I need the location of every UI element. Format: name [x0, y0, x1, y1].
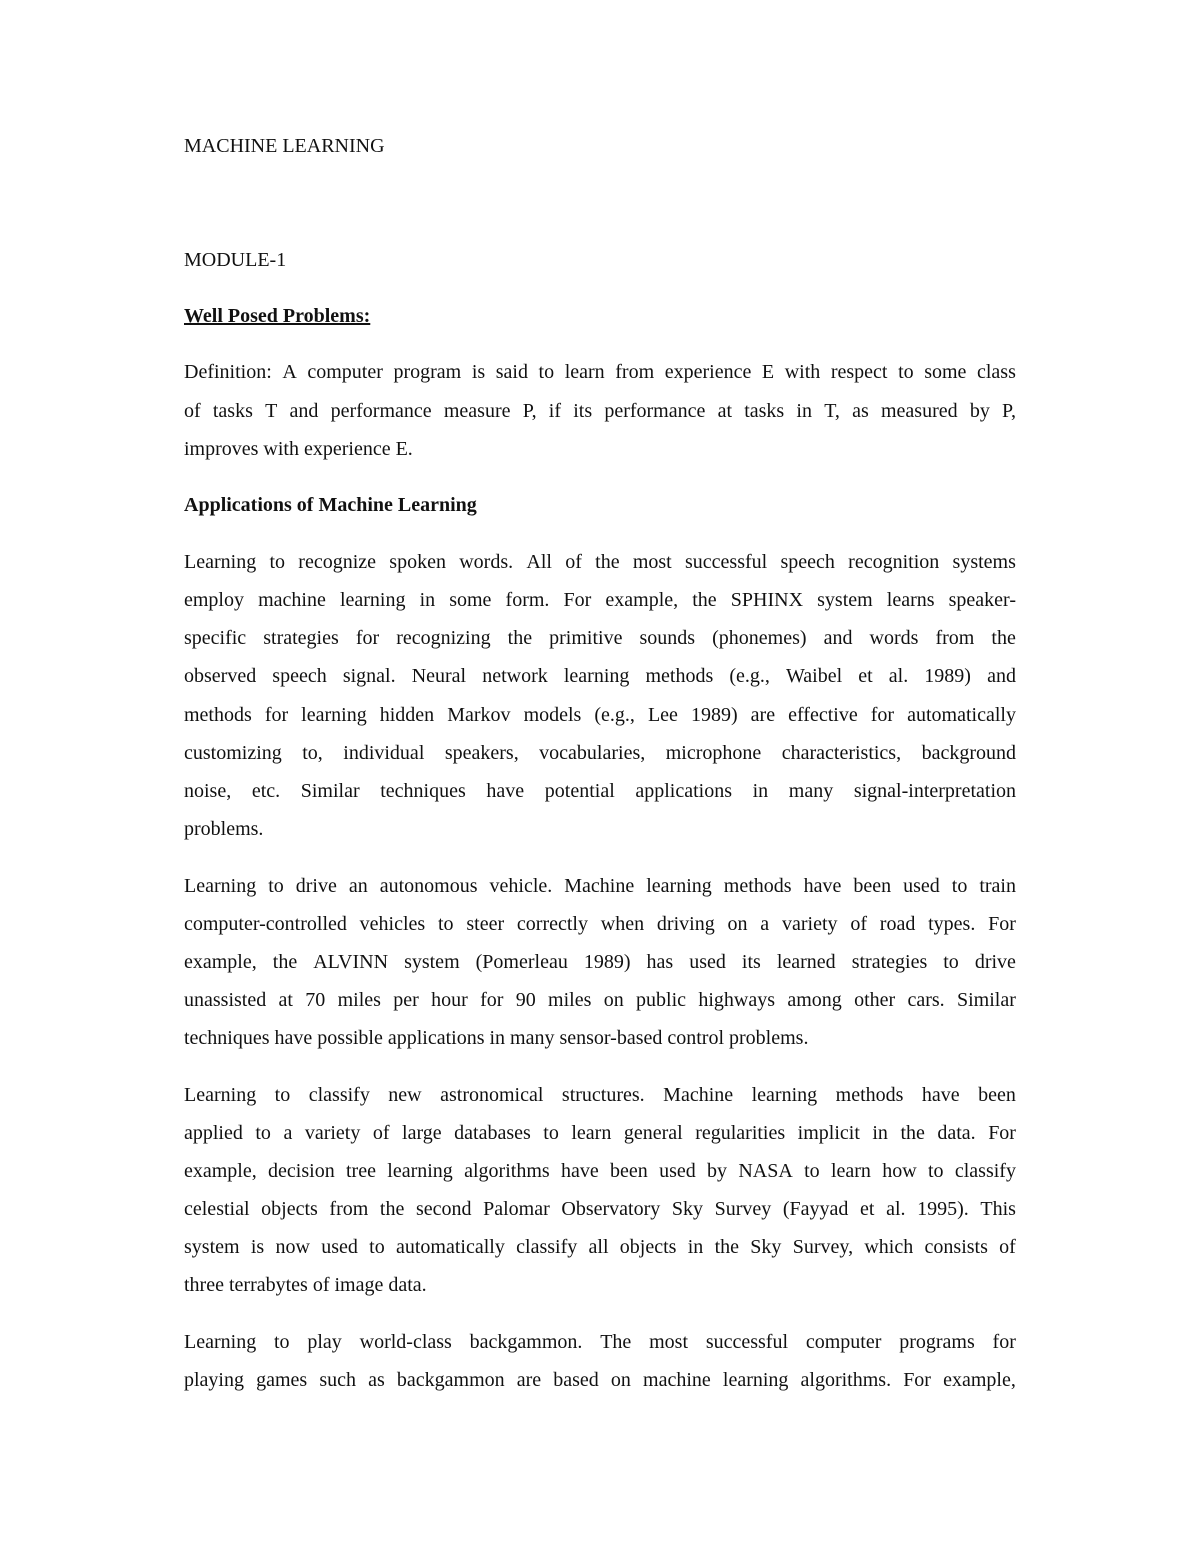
word: per [393, 989, 419, 1011]
word: (e.g., [594, 704, 635, 726]
word: have [486, 780, 525, 802]
word: P, [522, 400, 537, 422]
word: learning [387, 1160, 453, 1182]
word: and [289, 400, 319, 422]
word: (e.g., [729, 665, 770, 687]
word: system [184, 1236, 240, 1258]
word: learn [571, 1122, 612, 1144]
word: of [850, 913, 867, 935]
word: (phonemes) [712, 627, 807, 649]
paragraph-line: three terrabytes of image data. [184, 1274, 427, 1296]
paragraph-line [184, 360, 1016, 384]
word: of [372, 1122, 390, 1144]
word: systems [952, 551, 1016, 573]
word: learning [751, 1084, 818, 1106]
word: of [999, 1236, 1016, 1258]
word: Sky [671, 1198, 703, 1220]
paragraph-line [184, 1159, 1016, 1183]
word: hidden [379, 704, 435, 726]
word: to [269, 551, 286, 573]
word: been [853, 875, 892, 897]
word: example, [943, 1369, 1016, 1391]
word: a [283, 1122, 293, 1144]
word: words [869, 627, 919, 649]
word: when [600, 913, 645, 935]
word: implicit [797, 1122, 860, 1144]
word: which [864, 1236, 914, 1258]
word: now [275, 1236, 310, 1258]
word: world-class [359, 1331, 452, 1353]
word: miles [548, 989, 592, 1011]
word: the [692, 589, 717, 611]
paragraph-line [184, 741, 1016, 765]
word: successful [705, 1331, 789, 1353]
word: Survey, [792, 1236, 854, 1258]
word: Markov [447, 704, 511, 726]
word: recognizing [396, 627, 491, 649]
word: NASA [738, 1160, 793, 1182]
word: measured [881, 400, 958, 422]
word: applications [635, 780, 732, 802]
word: drive [295, 875, 337, 897]
word: 90 [515, 989, 536, 1011]
word: methods [723, 875, 792, 897]
word: P, [1002, 400, 1016, 422]
word: measure [443, 400, 511, 422]
word: performance [604, 400, 706, 422]
paragraph-line [184, 399, 1016, 423]
word: Learning [184, 1084, 257, 1106]
word: vehicle. [489, 875, 553, 897]
word: astronomical [440, 1084, 544, 1106]
word: Learning [184, 551, 257, 573]
word: for [870, 704, 895, 726]
word: the [900, 1122, 925, 1144]
word: specific [184, 627, 247, 649]
word: computer [307, 361, 383, 383]
word: by [707, 1160, 728, 1182]
word: data. [937, 1122, 976, 1144]
word: class [977, 361, 1016, 383]
word: Survey [714, 1198, 772, 1220]
word: algorithms [464, 1160, 550, 1182]
word: types. [928, 913, 976, 935]
word: Lee [647, 704, 678, 726]
word: strategies [851, 951, 928, 973]
word: said [495, 361, 528, 383]
word: are [750, 704, 776, 726]
word: system [817, 589, 873, 611]
word: train [979, 875, 1016, 897]
word: computer-controlled [184, 913, 347, 935]
word: highways [698, 989, 775, 1011]
word: example, [184, 951, 257, 973]
word: public [636, 989, 687, 1011]
document-title: MACHINE LEARNING [184, 135, 385, 157]
word: al. [886, 1198, 906, 1220]
word: the [991, 627, 1016, 649]
word: For [988, 913, 1016, 935]
word: is [250, 1236, 265, 1258]
word: some [924, 361, 967, 383]
word: to [927, 1160, 944, 1182]
word: sounds [639, 627, 696, 649]
word: Palomar [483, 1198, 550, 1220]
word: cars. [907, 989, 945, 1011]
word: have [921, 1084, 960, 1106]
word: strategies [263, 627, 339, 649]
word: databases [454, 1122, 531, 1144]
word: primitive [549, 627, 623, 649]
word: speaker- [948, 589, 1016, 611]
word: signal-interpretation [853, 780, 1016, 802]
word: to [274, 1331, 290, 1353]
word: (Fayyad [782, 1198, 849, 1220]
word: speech [272, 665, 327, 687]
word: characteristics, [781, 742, 902, 764]
word: automatically [396, 1236, 505, 1258]
word: for [264, 704, 289, 726]
word: for [480, 989, 504, 1011]
word: hour [431, 989, 468, 1011]
word: have [803, 875, 842, 897]
word: backgammon [396, 1369, 505, 1391]
word: general [623, 1122, 683, 1144]
paragraph-line [184, 1083, 1016, 1107]
word: as [852, 400, 869, 422]
word: celestial [184, 1198, 250, 1220]
word: the [272, 951, 298, 973]
word: been [610, 1160, 648, 1182]
word: to [268, 875, 284, 897]
word: speakers, [444, 742, 519, 764]
word: the [507, 627, 533, 649]
word: been [978, 1084, 1016, 1106]
word: speech [780, 551, 835, 573]
word: 1989) [583, 951, 631, 973]
word: at [278, 989, 293, 1011]
word: tasks [212, 400, 253, 422]
word: for [355, 627, 380, 649]
word: on [603, 989, 624, 1011]
word: in [752, 780, 769, 802]
word: classify [954, 1160, 1016, 1182]
word: Definition: [184, 361, 272, 383]
word: miles [337, 989, 381, 1011]
word: learn [564, 361, 605, 383]
word: have [560, 1160, 599, 1182]
word: and [987, 665, 1016, 687]
word: on [727, 913, 748, 935]
word: automatically [907, 704, 1016, 726]
word: 1989) [924, 665, 971, 687]
word: learning [646, 875, 712, 897]
word: E [761, 361, 775, 383]
word: consists [924, 1236, 988, 1258]
paragraph-line: problems. [184, 818, 264, 840]
word: program [393, 361, 462, 383]
word: has [646, 951, 674, 973]
paragraph-line [184, 874, 1016, 898]
applications-heading: Applications of Machine Learning [184, 494, 477, 516]
word: as [368, 1369, 385, 1391]
word: some [449, 589, 492, 611]
word: learn [830, 1160, 871, 1182]
word: form. [505, 589, 550, 611]
word: to [943, 951, 959, 973]
word: of [565, 551, 582, 573]
paragraph-line [184, 912, 1016, 936]
word: driving [656, 913, 715, 935]
word: performance [330, 400, 432, 422]
word: ALVINN [313, 951, 389, 973]
word: learning [339, 589, 406, 611]
word: at [717, 400, 733, 422]
word: steer [466, 913, 505, 935]
word: correctly [516, 913, 588, 935]
paragraph-line [184, 588, 1016, 612]
word: in [796, 400, 812, 422]
word: background [921, 742, 1016, 764]
word: is [471, 361, 486, 383]
word: T [265, 400, 278, 422]
word: an [348, 875, 368, 897]
word: recognition [848, 551, 940, 573]
word: learning [301, 704, 367, 726]
word: etc. [251, 780, 281, 802]
word: Sky [750, 1236, 782, 1258]
word: from [935, 627, 975, 649]
word: recognize [298, 551, 377, 573]
word: a [760, 913, 770, 935]
word: customizing [184, 742, 282, 764]
paragraph-line [184, 779, 1016, 803]
word: Neural [411, 665, 467, 687]
word: SPHINX [730, 589, 804, 611]
word: to [543, 1122, 559, 1144]
word: road [879, 913, 916, 935]
word: individual [343, 742, 425, 764]
word: Similar [956, 989, 1016, 1011]
word: 1989) [690, 704, 738, 726]
paragraph-line [184, 950, 1016, 974]
word: large [402, 1122, 442, 1144]
word: words. [459, 551, 514, 573]
word: by [969, 400, 990, 422]
word: vocabularies, [539, 742, 646, 764]
word: among [787, 989, 842, 1011]
word: such [319, 1369, 356, 1391]
word: structures. [561, 1084, 645, 1106]
word: to [538, 361, 555, 383]
paragraph-line [184, 988, 1016, 1012]
word: classify [516, 1236, 578, 1258]
word: from [615, 361, 655, 383]
word: on [610, 1369, 631, 1391]
paragraph-line [184, 1197, 1016, 1221]
word: the [714, 1236, 740, 1258]
word: All [526, 551, 552, 573]
word: effective [788, 704, 858, 726]
word: observed [184, 665, 257, 687]
word: et [860, 1198, 875, 1220]
word: variety [781, 913, 838, 935]
word: learning [563, 665, 630, 687]
word: for [992, 1331, 1016, 1353]
word: vehicles [359, 913, 426, 935]
word: new [388, 1084, 422, 1106]
word: example, [605, 589, 679, 611]
word: learned [776, 951, 836, 973]
paragraph-line [184, 1330, 1016, 1354]
word: experience [664, 361, 752, 383]
word: tree [346, 1160, 376, 1182]
word: used [689, 951, 726, 973]
word: machine [643, 1369, 711, 1391]
word: playing [184, 1369, 244, 1391]
word: (Pomerleau [475, 951, 568, 973]
word: to [898, 361, 914, 383]
word: example, [184, 1160, 257, 1182]
word: learning [722, 1369, 789, 1391]
word: to [369, 1236, 385, 1258]
word: play [307, 1331, 342, 1353]
word: its [573, 400, 593, 422]
word: from [329, 1198, 369, 1220]
word: programs [899, 1331, 975, 1353]
word: based [553, 1369, 599, 1391]
word: potential [544, 780, 615, 802]
word: computer [805, 1331, 882, 1353]
word: learns [886, 589, 935, 611]
paragraph-line [184, 1368, 1016, 1392]
word: 70 [305, 989, 326, 1011]
word: models [523, 704, 582, 726]
word: techniques [380, 780, 466, 802]
word: classify [308, 1084, 370, 1106]
word: used [903, 875, 940, 897]
word: most [632, 551, 672, 573]
word: all [588, 1236, 609, 1258]
word: decision [268, 1160, 335, 1182]
word: many [788, 780, 834, 802]
word: how [882, 1160, 917, 1182]
word: used [321, 1236, 358, 1258]
word: successful [685, 551, 768, 573]
word: to [951, 875, 968, 897]
word: the [379, 1198, 405, 1220]
word: methods [835, 1084, 904, 1106]
paragraph-line [184, 626, 1016, 650]
word: to [255, 1122, 271, 1144]
section-heading: Well Posed Problems: [184, 305, 371, 327]
word: in [419, 589, 436, 611]
paragraph-line [184, 664, 1016, 688]
word: to [274, 1084, 291, 1106]
word: regularities [695, 1122, 786, 1144]
word: Machine [564, 875, 635, 897]
word: Learning [184, 1331, 257, 1353]
word: A [282, 361, 297, 383]
word: second [415, 1198, 472, 1220]
word: For [903, 1369, 931, 1391]
word: Machine [663, 1084, 734, 1106]
word: T, [824, 400, 840, 422]
word: employ [184, 589, 244, 611]
word: drive [974, 951, 1016, 973]
word: signal. [342, 665, 396, 687]
word: to [804, 1160, 820, 1182]
word: objects [619, 1236, 677, 1258]
paragraph-line [184, 703, 1016, 727]
word: and [823, 627, 853, 649]
word: most [649, 1331, 689, 1353]
paragraph-line [184, 1235, 1016, 1259]
word: The [600, 1331, 632, 1353]
word: are [516, 1369, 542, 1391]
word: respect [830, 361, 888, 383]
word: with [784, 361, 821, 383]
word: machine [258, 589, 326, 611]
word: unassisted [184, 989, 267, 1011]
word: games [256, 1369, 308, 1391]
word: autonomous [379, 875, 478, 897]
word: methods [645, 665, 714, 687]
word: system [404, 951, 460, 973]
word: variety [304, 1122, 361, 1144]
paragraph-line [184, 550, 1016, 574]
word: Learning [184, 875, 257, 897]
word: to, [302, 742, 323, 764]
word: methods [184, 704, 252, 726]
word: spoken [389, 551, 446, 573]
word: its [741, 951, 761, 973]
word: in [687, 1236, 704, 1258]
word: et [858, 665, 873, 687]
paragraph-line: techniques have possible applications in many sensor-based control problems. [184, 1027, 809, 1049]
word: Observatory [561, 1198, 661, 1220]
paragraph-line: improves with experience E. [184, 438, 413, 460]
word: in [872, 1122, 888, 1144]
paragraph-line [184, 1121, 1016, 1145]
word: This [980, 1198, 1016, 1220]
module-heading: MODULE-1 [184, 249, 287, 271]
word: For [563, 589, 592, 611]
word: Waibel [785, 665, 843, 687]
word: For [988, 1122, 1016, 1144]
word: microphone [665, 742, 762, 764]
word: applied [184, 1122, 243, 1144]
word: tasks [744, 400, 785, 422]
word: al. [888, 665, 909, 687]
word: of [184, 400, 201, 422]
word: noise, [184, 780, 232, 802]
word: network [482, 665, 548, 687]
word: used [659, 1160, 696, 1182]
word: other [854, 989, 896, 1011]
word: algorithms. [800, 1369, 892, 1391]
word: backgammon. [469, 1331, 583, 1353]
word: objects [261, 1198, 318, 1220]
word: 1995). [917, 1198, 969, 1220]
word: Similar [300, 780, 360, 802]
word: the [595, 551, 620, 573]
word: if [548, 400, 562, 422]
word: to [438, 913, 454, 935]
